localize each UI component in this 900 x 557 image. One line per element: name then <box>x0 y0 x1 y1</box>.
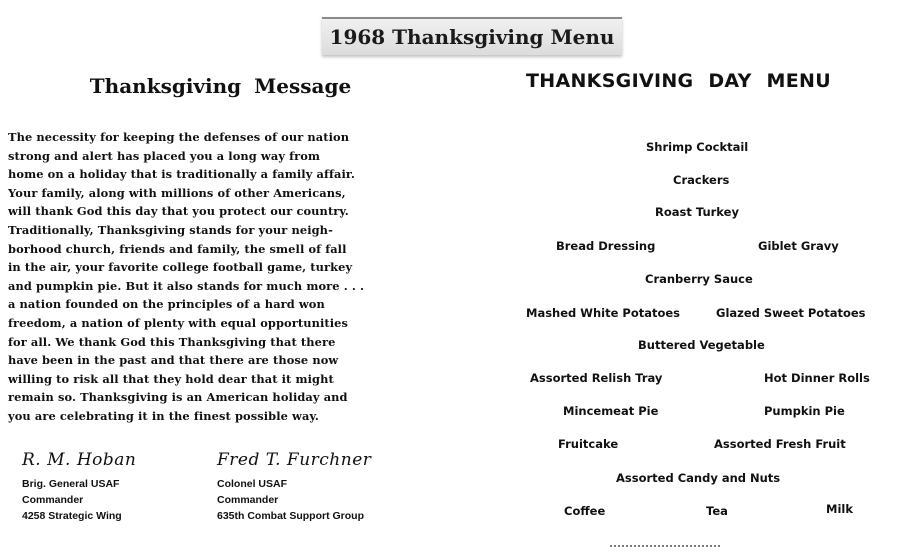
menu-item: Milk <box>826 502 853 516</box>
signature-rank: Colonel USAF <box>217 478 287 490</box>
menu-item: Shrimp Cocktail <box>646 140 749 154</box>
menu-item: Assorted Fresh Fruit <box>714 437 846 451</box>
signature-unit: 4258 Strategic Wing <box>22 510 122 522</box>
menu-item: Coffee <box>564 504 606 518</box>
menu-item: Pumpkin Pie <box>764 404 845 418</box>
message-line: you are celebrating it in the finest possible way. <box>8 408 319 423</box>
message-line: freedom, a nation of plenty with equal opportunities <box>8 315 349 330</box>
signature-block-furchner <box>217 450 371 524</box>
handwritten-signature: R. M. Hoban <box>22 450 137 470</box>
message-line: in the air, your favorite college football game, turkey <box>8 260 353 275</box>
menu-item: Fruitcake <box>558 437 619 451</box>
thanksgiving-message <box>8 70 433 426</box>
menu-item: Assorted Relish Tray <box>530 371 663 385</box>
signature-unit: 635th Combat Support Group <box>217 510 364 522</box>
page-title: 1968 Thanksgiving Menu <box>329 25 615 49</box>
menu-item: Cranberry Sauce <box>645 272 753 286</box>
menu-title: THANKSGIVING DAY MENU <box>526 70 831 92</box>
message-line: and pumpkin pie. But it also stands for much more . . . <box>8 278 365 293</box>
menu-item: Giblet Gravy <box>758 239 839 253</box>
menu-item: Crackers <box>673 173 730 187</box>
header-banner <box>322 17 622 55</box>
message-line: strong and alert has placed you a long way from <box>8 148 321 163</box>
message-line: Your family, along with millions of other Americans, <box>8 185 346 200</box>
message-line: have been in the past and that there are those now <box>8 353 339 368</box>
page-edge-mark <box>610 545 720 550</box>
menu-item: Hot Dinner Rolls <box>764 371 870 385</box>
message-line: remain so. Thanksgiving is an American holiday and <box>8 390 348 405</box>
menu-item: Buttered Vegetable <box>638 338 765 352</box>
message-title: Thanksgiving Message <box>89 74 352 98</box>
message-line: willing to risk all that they hold dear that it might <box>8 371 334 386</box>
menu-item: Roast Turkey <box>655 205 739 219</box>
menu-item: Tea <box>706 504 728 518</box>
signature-role: Commander <box>217 494 279 506</box>
message-body <box>8 128 433 426</box>
message-line: Traditionally, Thanksgiving stands for your neigh- <box>8 222 333 237</box>
menu-item: Glazed Sweet Potatoes <box>716 306 866 320</box>
menu-item: Assorted Candy and Nuts <box>616 471 781 485</box>
message-line: The necessity for keeping the defenses of our nation <box>8 130 350 144</box>
menu-item: Mashed White Potatoes <box>526 306 681 320</box>
message-line: borhood church, friends and family, the smell of fall <box>8 241 347 256</box>
signature-role: Commander <box>22 494 84 506</box>
menu-item: Bread Dressing <box>556 239 656 253</box>
handwritten-signature: Fred T. Furchner <box>217 450 372 470</box>
menu-item: Mincemeat Pie <box>563 404 659 418</box>
signature-block-hoban <box>22 450 136 524</box>
message-line: a nation founded on the principles of a hard won <box>8 297 325 312</box>
message-line: for all. We thank God this Thanksgiving that there <box>8 334 336 349</box>
message-line: home on a holiday that is traditionally a family affair. <box>8 167 356 182</box>
message-line: will thank God this day that you protect our country. <box>8 204 349 219</box>
signature-rank: Brig. General USAF <box>22 478 120 490</box>
